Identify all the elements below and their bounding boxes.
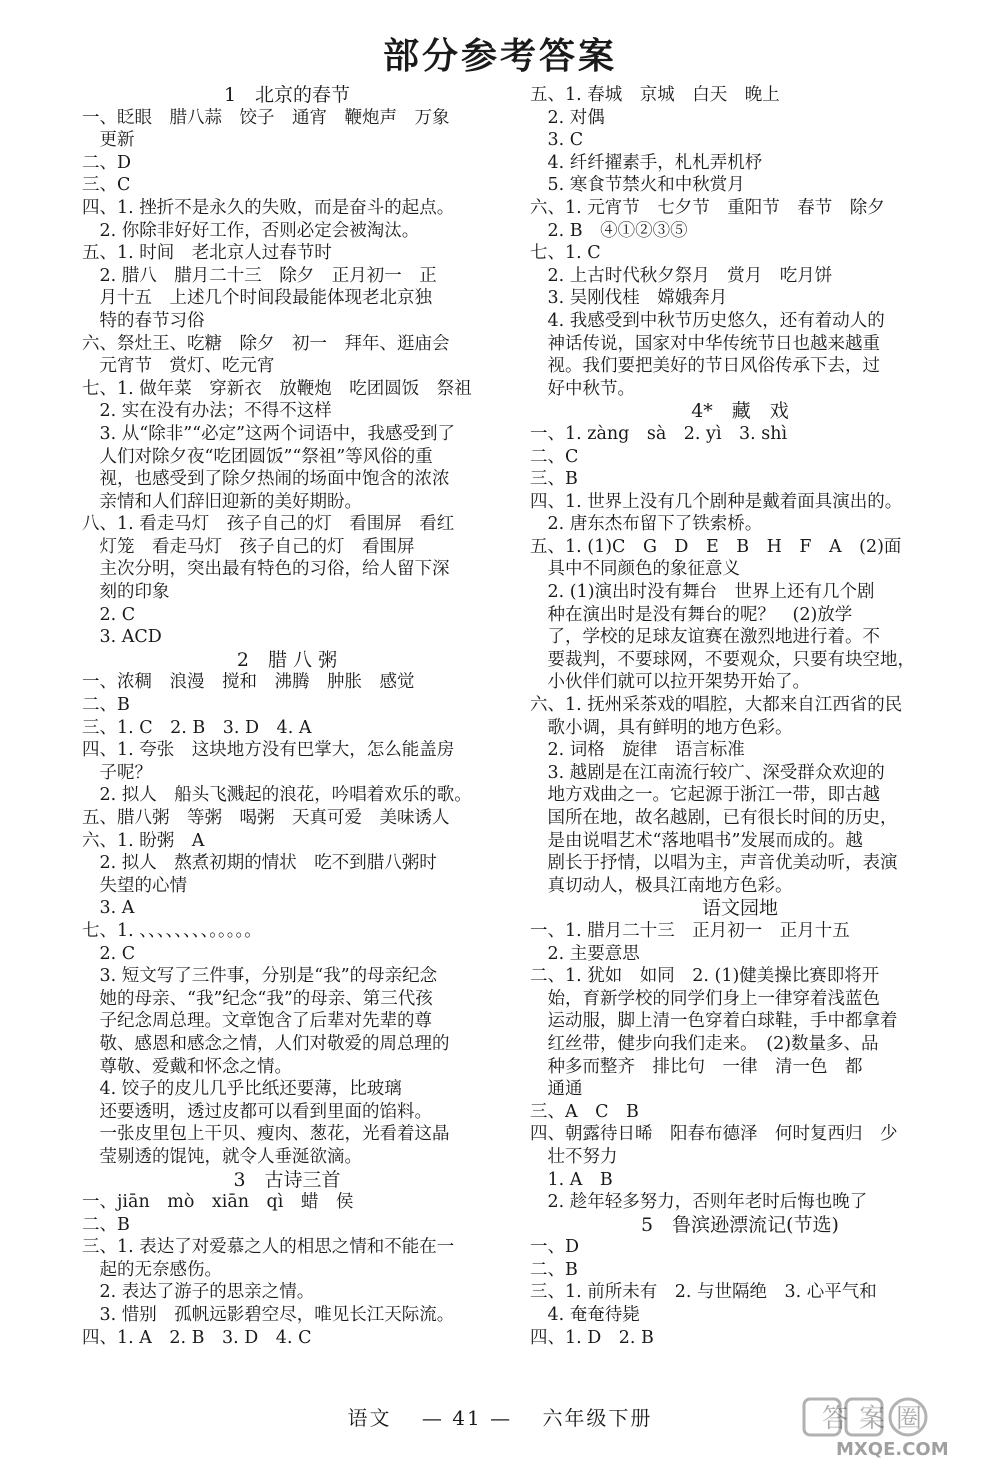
answer-line: 六、祭灶王、吃糖 除夕 初一 拜年、逛庙会: [82, 333, 450, 354]
answer-line: 2. 对偶: [530, 107, 605, 128]
answer-line: 起的无奈感伤。: [82, 1259, 222, 1280]
answer-line: 3. 短文写了三件事，分别是“我”的母亲纪念: [82, 966, 438, 987]
section-heading: 1 北京的春节: [223, 84, 351, 106]
answer-line: 六、1. 元宵节 七夕节 重阳节 春节 除夕: [530, 197, 885, 218]
answer-line: 七、1. C: [530, 243, 601, 264]
answer-line: 了，学校的足球友谊赛在激烈地进行着。不: [530, 627, 880, 648]
answer-line: 二、B: [530, 1259, 578, 1280]
answer-line: 小伙伴们就可以拉开架势开始了。: [530, 672, 810, 693]
answer-line: 七、1. 做年菜 穿新衣 放鞭炮 吃团圆饭 祭祖: [82, 378, 472, 399]
answer-line: 灯笼 看走马灯 孩子自己的灯 看围屏: [82, 536, 415, 557]
answer-line: 刻的印象: [82, 582, 170, 603]
answer-line: 运动服，脚上清一色穿着白球鞋，手中都拿着: [530, 1011, 898, 1032]
answer-line: 2. C: [82, 943, 136, 964]
answer-line: 3. C: [530, 130, 584, 151]
answer-line: 月十五 上述几个时间段最能体现老北京独: [82, 288, 432, 309]
answer-line: 一、D: [530, 1237, 580, 1258]
answer-line: 好中秋节。: [530, 378, 635, 399]
answer-line: 3. 惜别 孤帆远影碧空尽，唯见长江天际流。: [82, 1305, 455, 1326]
answer-line: 2. 上古时代秋夕祭月 赏月 吃月饼: [530, 265, 833, 286]
answer-line: 敬、感恩和感念之情，人们对敬爱的周总理的: [82, 1033, 450, 1054]
answer-line: 二、D: [82, 152, 132, 173]
answer-line: 壮不努力: [530, 1146, 618, 1167]
answer-line: 4. 我感受到中秋节历史悠久，还有着动人的: [530, 310, 885, 331]
footer-grade: 六年级下册: [542, 1406, 653, 1430]
answer-line: 莹剔透的馄饨，就令人垂涎欲滴。: [82, 1146, 362, 1167]
answer-line: 剧长于抒情，以唱为主，声音优美动听，表演: [530, 853, 898, 874]
answer-line: 五、腊八粥 等粥 喝粥 天真可爱 美味诱人: [82, 808, 450, 828]
answer-line: 更新: [82, 130, 135, 151]
answer-line: 2. 拟人 船头飞溅起的浪花，吟唱着欢乐的歌。: [82, 785, 472, 806]
section-heading: 4* 藏 戏: [691, 400, 789, 423]
answer-line: 3. ACD: [82, 627, 162, 648]
answer-line: 二、C: [530, 446, 579, 467]
answer-line: 特的春节习俗: [82, 310, 205, 331]
section-heading: 2 腊 八 粥: [236, 648, 338, 671]
left-answer-column: [82, 84, 492, 1349]
footer-page-number: — 41 —: [421, 1406, 513, 1430]
answer-line: 始，育新学校的同学们身上一律穿着浅蓝色: [530, 988, 880, 1009]
answer-line: 四、1. 夸张 这块地方没有巴掌大，怎么能盖房: [82, 740, 455, 761]
answer-line: 2. B ④①②③⑤: [530, 220, 688, 241]
right-answer-column: [530, 84, 950, 1349]
answer-line: 失望的心情: [82, 875, 187, 896]
answer-line: 2. 词格 旋律 语言标准: [530, 740, 745, 761]
answer-line: 二、B: [82, 1214, 130, 1235]
answer-line: 2. 你除非好好工作，否则必定会被淘汰。: [82, 220, 420, 241]
answer-line: 子呢？: [82, 762, 152, 783]
answer-line: 人们对除夕夜“吃团圆饭”“祭祖”等风俗的重: [82, 446, 433, 467]
answer-line: 六、1. 抚州采茶戏的唱腔，大都来自江西省的民: [530, 695, 903, 716]
answer-line: 一张皮里包上干贝、瘦肉、葱花，光看着这晶: [82, 1124, 450, 1145]
answer-line: 5. 寒食节禁火和中秋赏月: [530, 175, 745, 196]
answer-line: 四、1. D 2. B: [530, 1327, 654, 1348]
answer-line: 具中不同颜色的象征意义: [530, 559, 740, 580]
answer-line: 2. 实在没有办法；不得不这样: [82, 401, 332, 422]
answer-line: 八、1. 看走马灯 孩子自己的灯 看围屏 看红: [82, 514, 455, 535]
answer-line: 四、1. 挫折不是永久的失败，而是奋斗的起点。: [82, 197, 455, 218]
section-heading: 语文园地: [701, 897, 778, 920]
answer-line: 3. A: [82, 898, 135, 919]
answer-line: 还要透明，透过皮都可以看到里面的馅料。: [82, 1101, 432, 1122]
answer-line: 一、1. zàng sà 2. yì 3. shì: [530, 423, 788, 444]
answer-line: 四、1. A 2. B 3. D 4. C: [82, 1327, 312, 1348]
answer-line: 地方戏曲之一。它起源于浙江一带，即古越: [530, 785, 880, 806]
answer-line: 三、A C B: [530, 1101, 639, 1122]
answer-line: 种在演出时是没有舞台的呢？ (2)放学: [530, 604, 853, 625]
answer-line: 一、眨眼 腊八蒜 饺子 通宵 鞭炮声 万象: [82, 107, 450, 128]
answer-line: 视，也感受到了除夕热闹的场面中饱含的浓浓: [82, 469, 450, 490]
answer-line: 她的母亲、“我”纪念“我”的母亲、第三代孩: [82, 988, 433, 1009]
answer-line: 1. A B: [530, 1169, 613, 1190]
answer-line: 种多而整齐 排比句 一律 清一色 都: [530, 1056, 863, 1077]
watermark-logo: [802, 1395, 972, 1459]
answer-line: 视。我们要把美好的节日风俗传承下去，过: [530, 356, 880, 377]
answer-line: 是由说唱艺术“落地唱书”发展而成的。越: [530, 830, 863, 851]
answer-line: 通通: [530, 1079, 583, 1100]
answer-line: 一、1. 腊月二十三 正月初一 正月十五: [530, 920, 850, 941]
answer-line: 六、1. 盼粥 A: [82, 830, 205, 851]
answer-line: 五、1. 时间 老北京人过春节时: [82, 243, 332, 264]
answer-line: 子纪念周总理。文章饱含了后辈对先辈的尊: [82, 1011, 432, 1032]
answer-line: 2. C: [82, 604, 136, 625]
answer-line: 一、浓稠 浪漫 搅和 沸腾 肿胀 感觉: [82, 672, 415, 693]
answer-line: 歌小调，具有鲜明的地方色彩。: [530, 717, 793, 738]
answer-line: 七、1. 、、、、、、、、。。。。。: [82, 920, 262, 941]
watermark-url-text: MXQE.COM: [836, 1439, 949, 1459]
answer-line: 4. 饺子的皮儿几乎比纸还要薄，比玻璃: [82, 1079, 402, 1100]
answer-line: 主次分明，突出最有特色的习俗，给人留下深: [82, 559, 450, 580]
answer-line: 红丝带，健步向我们走来。 (2)数量多、品: [530, 1033, 879, 1054]
answer-line: 国所在地，故名越剧，已有很长时间的历史，: [530, 808, 898, 828]
page-title: 部分参考答案: [382, 36, 617, 77]
answer-line: 二、B: [82, 695, 130, 716]
answer-line: 2. 趁年轻多努力，否则年老时后悔也晚了: [530, 1192, 868, 1213]
answer-line: 4. 奄奄待毙: [530, 1305, 640, 1326]
answer-line: 一、jiān mò xiān qì 蜡 侯: [82, 1192, 354, 1213]
answer-line: 2. (1)演出时没有舞台 世界上还有几个剧: [530, 582, 875, 603]
section-heading: 5 鲁滨逊漂流记(节选): [641, 1213, 839, 1236]
answer-line: 四、1. 世界上没有几个剧种是戴着面具演出的。: [530, 491, 903, 512]
answer-line: 3. 从“除非”“必定”这两个词语中，我感受到了: [82, 423, 456, 444]
answer-line: 真切动人，极具江南地方色彩。: [530, 875, 793, 896]
answer-line: 2. 主要意思: [530, 943, 640, 964]
answer-line: 神话传说，国家对中华传统节日也越来越重: [530, 333, 880, 354]
answer-line: 亲情和人们辞旧迎新的美好期盼。: [82, 491, 362, 512]
answer-line: 3. 越剧是在江南流行较广、深受群众欢迎的: [530, 762, 885, 783]
answer-line: 2. 腊八 腊月二十三 除夕 正月初一 正: [82, 265, 437, 286]
answer-line: 三、1. C 2. B 3. D 4. A: [82, 717, 312, 738]
answer-line: 二、1. 犹如 如同 2. (1)健美操比赛即将开: [530, 966, 880, 987]
answer-line: 五、1. (1)C G D E B H F A (2)面: [530, 536, 902, 557]
answer-line: 三、1. 表达了对爱慕之人的相思之情和不能在一: [82, 1237, 455, 1258]
footer-subject: 语文: [347, 1406, 392, 1430]
answer-line: 要裁判，不要球网，不要观众，只要有块空地，: [530, 649, 915, 670]
answer-line: 五、1. 春城 京城 白天 晚上: [530, 85, 780, 105]
answer-line: 2. 表达了游子的思亲之情。: [82, 1282, 315, 1303]
answer-line: 3. 吴刚伐桂 嫦娥奔月: [530, 288, 728, 309]
answer-line: 2. 拟人 熬煮初期的情状 吃不到腊八粥时: [82, 853, 437, 874]
watermark-brand-text: 答案圈: [822, 1404, 922, 1434]
answer-line: 尊敬、爱戴和怀念之情。: [82, 1056, 292, 1077]
answer-line: 三、C: [82, 175, 131, 196]
answer-line: 2. 唐东杰布留下了铁索桥。: [530, 514, 763, 535]
answer-line: 三、B: [530, 469, 578, 490]
answer-line: 三、1. 前所未有 2. 与世隔绝 3. 心平气和: [530, 1282, 877, 1303]
answer-line: 元宵节 赏灯、吃元宵: [82, 356, 275, 377]
answer-line: 四、朝露待日晞 阳春布德泽 何时复西归 少: [530, 1124, 898, 1145]
answer-line: 4. 纤纤擢素手，札札弄机杼: [530, 152, 763, 173]
section-heading: 3 古诗三首: [233, 1168, 341, 1191]
